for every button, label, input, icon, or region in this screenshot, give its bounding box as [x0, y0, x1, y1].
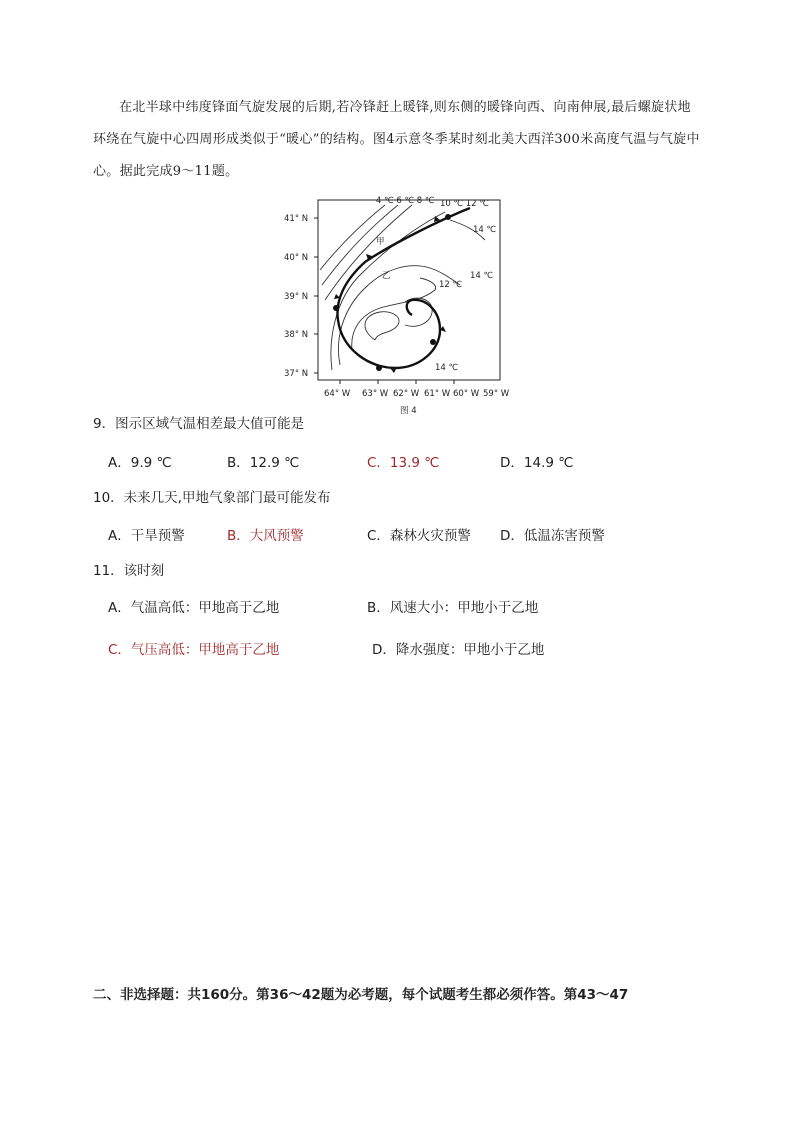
isotherm-label-12: 12 ℃ — [439, 280, 463, 290]
intro-text: 在北半球中纬度锋面气旋发展的后期,若冷锋赶上暖锋,则东侧的暖锋向西、向南伸展,最后螺旋状地环绕在气旋中心四周形成类似于“暖心”的结构。图4示意冬季某时刻北美大西洋300米高度气温与气旋中心。据此完成9～11题。 — [93, 100, 700, 179]
isotherm-label-4-6-8: 4 ℃ 6 ℃ 8 ℃ — [376, 196, 435, 206]
isotherm-map-figure — [280, 190, 520, 420]
lat-label-40: 40° N — [284, 253, 309, 263]
question-11-option-c[interactable]: C．气压高低：甲地高于乙地 — [108, 642, 280, 658]
isotherm-map — [280, 190, 520, 420]
question-11-option-a[interactable]: A．气温高低：甲地高于乙地 — [108, 600, 280, 616]
isotherm-label-14-b: 14 ℃ — [470, 271, 494, 281]
isotherm-label-10-12: 10 ℃ 12 ℃ — [440, 199, 489, 209]
section-title-non-choice: 二、非选择题：共160分。第36～42题为必考题，每个试题考生都必须作答。第43～47 — [93, 987, 629, 1003]
question-9-option-a[interactable]: A．9.9 ℃ — [108, 455, 172, 471]
question-10-option-b[interactable]: B．大风预警 — [227, 528, 304, 544]
question-9-option-b[interactable]: B．12.9 ℃ — [227, 455, 300, 471]
question-9-stem: 9．图示区域气温相差最大值可能是 — [93, 416, 305, 432]
lon-label-60: 60° W — [453, 389, 480, 399]
question-10-option-a[interactable]: A．干旱预警 — [108, 528, 185, 544]
question-10-option-c[interactable]: C．森林火灾预警 — [367, 528, 471, 544]
question-11-option-d[interactable]: D．降水强度：甲地小于乙地 — [372, 642, 545, 658]
lat-label-41: 41° N — [284, 214, 309, 224]
intro-paragraph — [93, 92, 703, 188]
question-11-stem: 11．该时刻 — [93, 563, 165, 579]
question-9-option-c[interactable]: C．13.9 ℃ — [367, 455, 440, 471]
lon-label-63: 63° W — [362, 389, 389, 399]
figure-caption: 图 4 — [400, 406, 417, 416]
place-label-yi: 乙 — [382, 271, 391, 281]
isotherm-label-14-c: 14 ℃ — [435, 363, 459, 373]
question-10-option-d[interactable]: D．低温冻害预警 — [500, 528, 605, 544]
place-label-jia: 甲 — [376, 237, 385, 247]
lon-label-61: 61° W — [424, 389, 451, 399]
lat-label-39: 39° N — [284, 292, 309, 302]
lat-label-38: 38° N — [284, 330, 309, 340]
lat-label-37: 37° N — [284, 369, 309, 379]
lon-label-64: 64° W — [324, 389, 351, 399]
lon-label-62: 62° W — [393, 389, 420, 399]
isotherm-label-14-a: 14 ℃ — [473, 225, 497, 235]
question-10-stem: 10．未来几天,甲地气象部门最可能发布 — [93, 490, 331, 506]
question-11-option-b[interactable]: B．风速大小：甲地小于乙地 — [367, 600, 539, 616]
lon-label-59: 59° W — [483, 389, 510, 399]
question-9-option-d[interactable]: D．14.9 ℃ — [500, 455, 574, 471]
